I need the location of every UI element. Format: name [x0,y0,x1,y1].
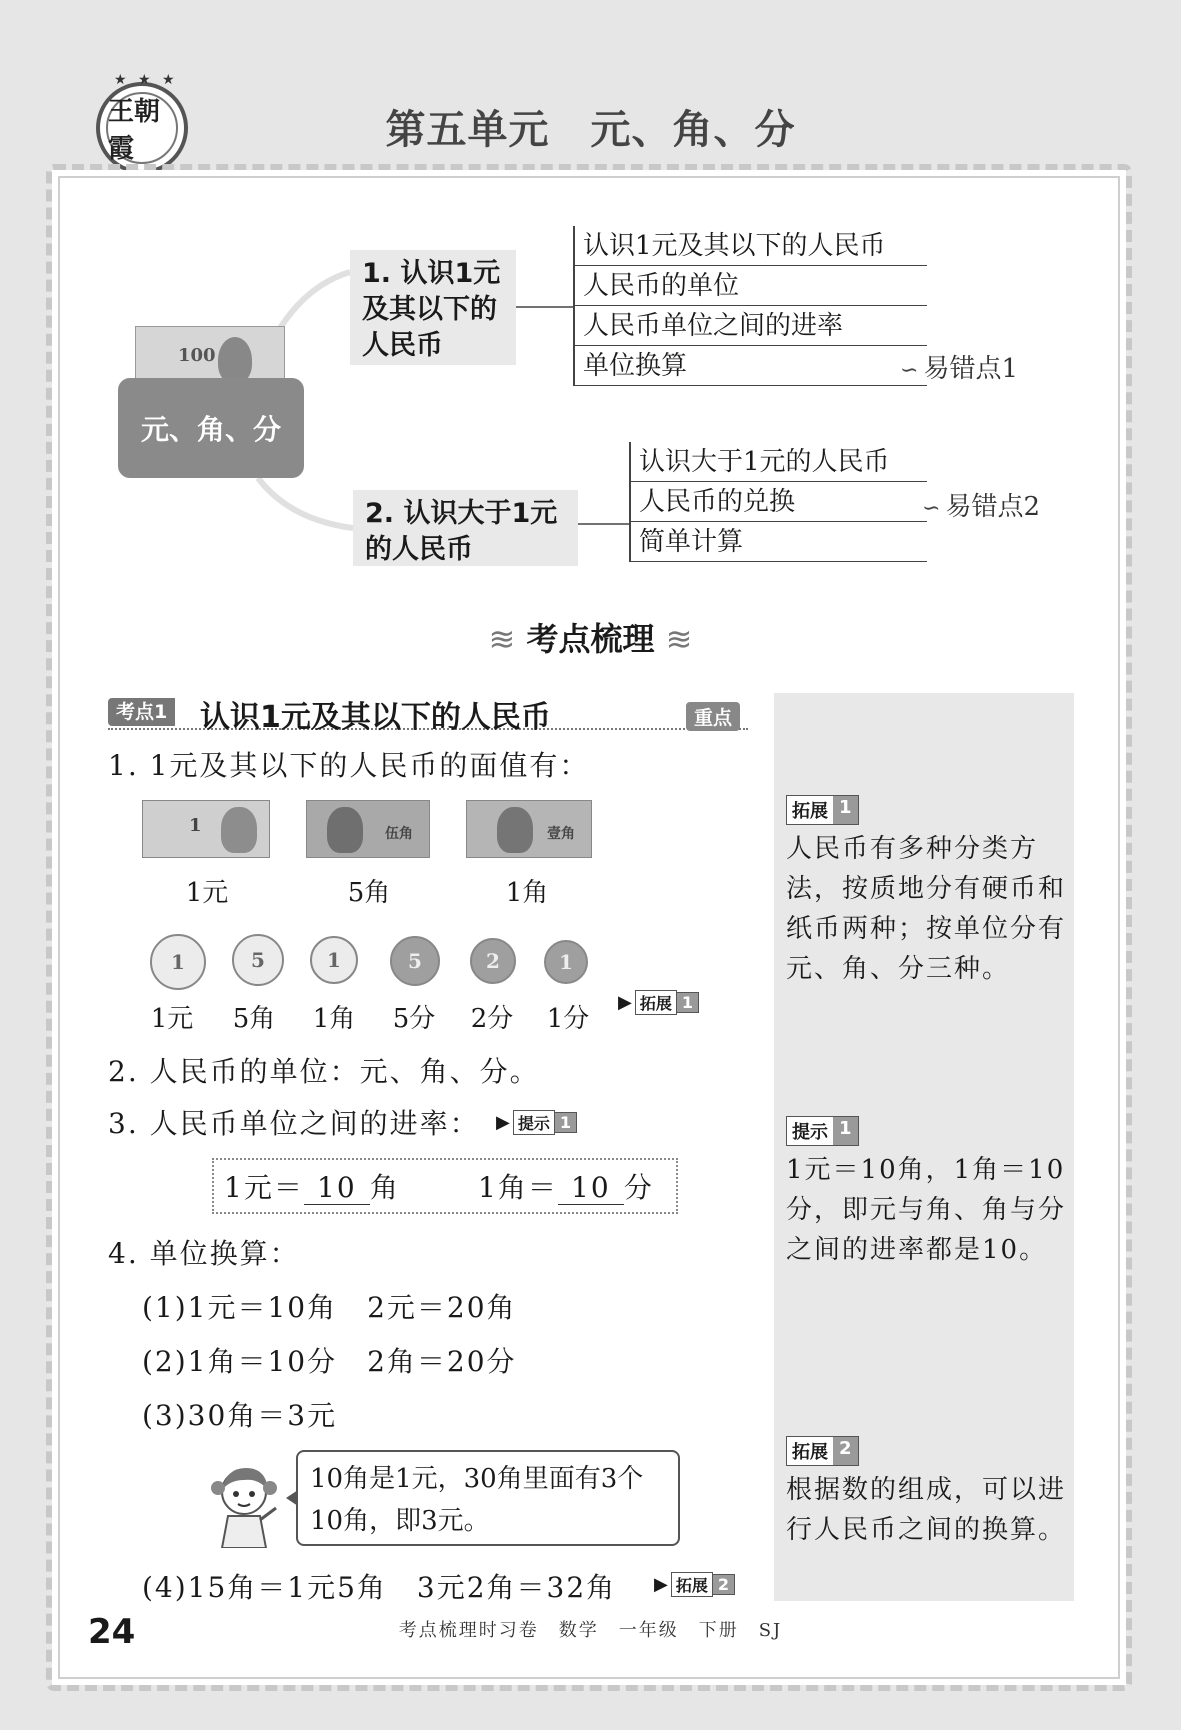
swash-icon: ∽ [922,496,941,521]
item-3: 3. 人民币单位之间的进率： [108,1107,480,1140]
coin-label: 2分 [470,1004,514,1034]
section-title: ≋ 考点梳理 ≋ [488,620,693,658]
ext-tag: 拓展 2 [786,1436,859,1466]
arrow-right-icon: ▶ [618,992,632,1013]
conversion-4: (4)15角＝1元5角 3元2角＝32角 [142,1571,617,1604]
mindmap-branch-2: 2. 认识大于1元的人民币 [353,490,578,566]
coin-label: 5分 [392,1004,436,1034]
sidebar-ext2: 拓展 2 根据数的组成，可以进 行人民币之间的换算。 [786,1438,1067,1545]
mindmap-leaf: 人民币的兑换 [631,482,927,522]
swash-icon: ∽ [900,358,919,383]
error-point-1: ∽ 易错点1 [900,354,1019,384]
mindmap-leaves-1 [573,226,927,386]
sidebar-tip1: 提示 1 1元＝10角，1角＝10 分，即元与角、角与分 之间的进率都是10。 [786,1118,1067,1265]
coin-label: 5角 [232,1004,276,1034]
item-2: 2. 人民币的单位：元、角、分。 [108,1055,540,1088]
page-number: 24 [88,1612,136,1652]
star-icon: ★ [162,72,175,88]
footer-text: 考点梳理时习卷 数学 一年级 下册 SJ [398,1620,783,1641]
mindmap-leaf: 认识大于1元的人民币 [631,442,927,482]
rate-jiao-fen: 1角＝ 10 分 [478,1171,654,1204]
speech-bubble: 10角是1元，30角里面有3个 10角，即3元。 [296,1450,680,1546]
answer-blank[interactable]: 10 [558,1171,624,1205]
ext-tag: 拓展 1 [786,795,859,825]
coin-label: 1角 [312,1004,356,1034]
ext-pointer-1[interactable]: ▶ 拓展 1 [618,990,699,1015]
tip-tag: 提示 1 [786,1116,859,1146]
mindmap-leaf: 认识1元及其以下的人民币 [575,226,927,266]
coin-1-fen: 1 [544,940,588,984]
rate-yuan-jiao: 1元＝ 10 角 [224,1171,400,1204]
star-icon: ★ [138,72,151,88]
banknote-100-image: 100 [135,326,285,402]
kaodian-tag: 考点1 [108,698,175,726]
star-icon: ★ [114,72,127,88]
mindmap-leaf: 人民币单位之间的进率 [575,306,927,346]
girl-illustration [206,1462,284,1548]
error-point-2: ∽ 易错点2 [922,492,1041,522]
coin-5-fen: 5 [390,936,440,986]
coin-1-jiao: 1 [310,936,358,984]
conversion-1: (1)1元＝10角 2元＝20角 [142,1291,517,1324]
banknote-1-yuan: 1 [142,800,270,858]
ext-pointer-2[interactable]: ▶ 拓展 2 [654,1572,735,1597]
banknote-5-jiao: 伍角 [306,800,430,858]
unit-title: 第五单元 元、角、分 [385,107,796,153]
coin-1-yuan: 1 [150,934,206,990]
item-1: 1. 1元及其以下的人民币的面值有： [108,749,590,782]
arrow-right-icon: ▶ [654,1574,668,1595]
coin-5-jiao: 5 [232,934,284,986]
mindmap-leaves-2 [629,442,927,562]
sidebar-ext1: 拓展 1 人民币有多种分类方 法，按质地分有硬币和 纸币两种；按单位分有 元、角、分三种。 [786,797,1067,984]
mindmap-branch-1: 1. 认识1元及其以下的人民币 [350,250,516,365]
mindmap-leaf: 简单计算 [631,522,927,562]
conversion-3: (3)30角＝3元 [142,1399,338,1432]
bill-label: 5角 [347,878,391,908]
bill-label: 1角 [505,878,549,908]
mindmap-leaf: 单位换算 [575,346,927,386]
coin-2-fen: 2 [470,938,516,984]
coin-label: 1分 [546,1004,590,1034]
logo-text: 王朝霞 [106,92,178,164]
tip-pointer-1[interactable]: ▶ 提示 1 [496,1110,577,1135]
wave-icon: ≋ [488,620,516,658]
mindmap-leaf: 人民币的单位 [575,266,927,306]
mindmap-root: 元、角、分 [118,378,304,478]
kaodian-title: 认识1元及其以下的人民币 [200,700,551,735]
bill-label: 1元 [185,878,229,908]
conversion-2: (2)1角＝10分 2角＝20分 [142,1345,517,1378]
item-4: 4. 单位换算： [108,1237,300,1270]
key-point-badge: 重点 [686,702,740,731]
coin-label: 1元 [150,1004,194,1034]
banknote-1-jiao: 壹角 [466,800,592,858]
answer-blank[interactable]: 10 [304,1171,370,1205]
wave-icon: ≋ [665,620,693,658]
arrow-right-icon: ▶ [496,1112,510,1133]
